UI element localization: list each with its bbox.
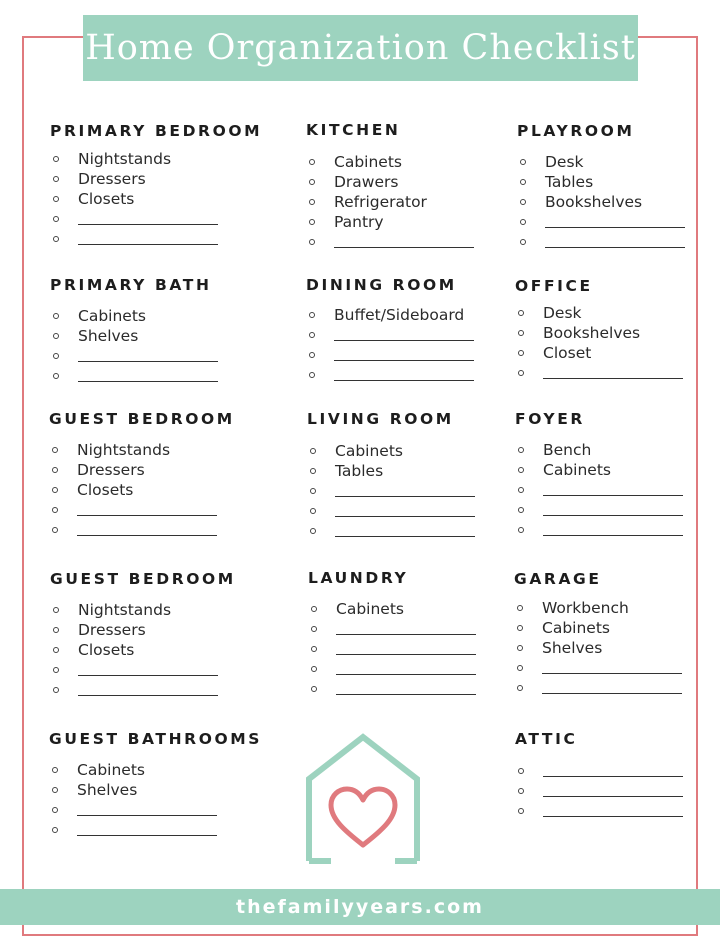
section-office bbox=[515, 275, 720, 383]
checklist-item bbox=[307, 461, 542, 481]
checklist-item-label: Cabinets bbox=[78, 307, 146, 325]
checklist-item-label: Shelves bbox=[542, 639, 603, 657]
circle-bullet-icon bbox=[52, 827, 58, 833]
blank-checklist-item bbox=[49, 800, 284, 820]
circle-bullet-icon bbox=[52, 767, 58, 773]
heart-icon bbox=[331, 789, 395, 845]
section-heading: LAUNDRY bbox=[308, 569, 409, 587]
circle-bullet-icon bbox=[518, 310, 524, 316]
checklist-item bbox=[515, 303, 720, 323]
checklist-item-label: Dressers bbox=[78, 621, 146, 639]
circle-bullet-icon bbox=[311, 686, 317, 692]
blank-line bbox=[543, 378, 683, 379]
blank-checklist-item bbox=[517, 232, 720, 252]
checklist-item-label: Workbench bbox=[542, 599, 629, 617]
blank-line bbox=[545, 247, 685, 248]
checklist-item-label: Shelves bbox=[78, 327, 139, 345]
circle-bullet-icon bbox=[520, 239, 526, 245]
circle-bullet-icon bbox=[53, 667, 59, 673]
blank-checklist-item bbox=[306, 365, 541, 385]
blank-checklist-item bbox=[514, 678, 720, 698]
checklist-item-label: Cabinets bbox=[335, 442, 403, 460]
circle-bullet-icon bbox=[52, 807, 58, 813]
circle-bullet-icon bbox=[53, 333, 59, 339]
circle-bullet-icon bbox=[518, 467, 524, 473]
checklist-item-label: Tables bbox=[335, 462, 384, 480]
blank-checklist-item bbox=[514, 658, 720, 678]
section-heading: PRIMARY BATH bbox=[50, 276, 212, 294]
checklist-item-label: Buffet/Sideboard bbox=[334, 306, 465, 324]
checklist-item-label: Desk bbox=[543, 304, 582, 322]
blank-line bbox=[77, 815, 217, 816]
checklist-item-label: Nightstands bbox=[77, 441, 171, 459]
circle-bullet-icon bbox=[520, 199, 526, 205]
checklist-item-label: Closets bbox=[77, 481, 134, 499]
circle-bullet-icon bbox=[518, 808, 524, 814]
circle-bullet-icon bbox=[518, 447, 524, 453]
circle-bullet-icon bbox=[53, 216, 59, 222]
checklist-item bbox=[306, 192, 541, 212]
blank-line bbox=[543, 776, 683, 777]
blank-checklist-item bbox=[306, 325, 541, 345]
checklist-item bbox=[306, 152, 541, 172]
circle-bullet-icon bbox=[53, 156, 59, 162]
checklist-item bbox=[517, 192, 720, 212]
section-heading: DINING ROOM bbox=[306, 276, 457, 294]
circle-bullet-icon bbox=[309, 219, 315, 225]
circle-bullet-icon bbox=[309, 312, 315, 318]
checklist-item bbox=[50, 640, 285, 660]
circle-bullet-icon bbox=[518, 330, 524, 336]
section-heading: FOYER bbox=[515, 410, 585, 428]
section-dining-room bbox=[306, 274, 541, 385]
checklist-item bbox=[50, 600, 285, 620]
page-title: Home Organization Checklist bbox=[85, 28, 636, 68]
section-guest-bedroom-1 bbox=[49, 408, 284, 540]
section-heading: GUEST BATHROOMS bbox=[49, 730, 263, 748]
blank-line bbox=[543, 515, 683, 516]
blank-line bbox=[77, 515, 217, 516]
circle-bullet-icon bbox=[518, 788, 524, 794]
checklist-item bbox=[50, 326, 285, 346]
checklist-item bbox=[514, 618, 720, 638]
checklist-item-label: Bench bbox=[543, 441, 592, 459]
checklist-item-label: Bookshelves bbox=[545, 193, 643, 211]
blank-line bbox=[335, 536, 475, 537]
circle-bullet-icon bbox=[518, 370, 524, 376]
blank-line bbox=[78, 695, 218, 696]
checklist-item bbox=[306, 212, 541, 232]
circle-bullet-icon bbox=[53, 687, 59, 693]
checklist-item-label: Refrigerator bbox=[334, 193, 427, 211]
circle-bullet-icon bbox=[52, 487, 58, 493]
blank-line bbox=[336, 674, 476, 675]
checklist-item-label: Shelves bbox=[77, 781, 138, 799]
checklist-item bbox=[308, 599, 543, 619]
section-foyer bbox=[515, 408, 720, 540]
blank-checklist-item bbox=[307, 481, 542, 501]
checklist-item bbox=[514, 598, 720, 618]
checklist-item-label: Cabinets bbox=[334, 153, 402, 171]
checklist-item bbox=[306, 305, 541, 325]
blank-line bbox=[78, 244, 218, 245]
checklist-item bbox=[49, 460, 284, 480]
checklist-item bbox=[517, 152, 720, 172]
checklist-item-label: Cabinets bbox=[543, 461, 611, 479]
checklist-item bbox=[515, 343, 720, 363]
blank-checklist-item bbox=[515, 781, 720, 801]
circle-bullet-icon bbox=[53, 176, 59, 182]
blank-checklist-item bbox=[50, 660, 285, 680]
blank-line bbox=[78, 675, 218, 676]
checklist-item-label: Tables bbox=[545, 173, 594, 191]
blank-line bbox=[336, 654, 476, 655]
checklist-item-label: Nightstands bbox=[78, 150, 172, 168]
blank-line bbox=[335, 496, 475, 497]
circle-bullet-icon bbox=[52, 527, 58, 533]
section-heading: PRIMARY BEDROOM bbox=[50, 122, 263, 140]
house-outline-icon bbox=[303, 733, 423, 865]
section-kitchen bbox=[306, 119, 541, 252]
blank-checklist-item bbox=[515, 500, 720, 520]
blank-checklist-item bbox=[308, 619, 543, 639]
blank-line bbox=[77, 535, 217, 536]
section-heading: OFFICE bbox=[515, 277, 593, 295]
checklist-item-label: Nightstands bbox=[78, 601, 172, 619]
blank-checklist-item bbox=[50, 346, 285, 366]
circle-bullet-icon bbox=[53, 196, 59, 202]
checklist-item-label: Cabinets bbox=[77, 761, 145, 779]
blank-checklist-item bbox=[50, 366, 285, 386]
checklist-item bbox=[49, 760, 284, 780]
section-laundry bbox=[308, 567, 543, 699]
section-heading: ATTIC bbox=[515, 730, 578, 748]
circle-bullet-icon bbox=[310, 448, 316, 454]
blank-line bbox=[334, 360, 474, 361]
blank-line bbox=[543, 816, 683, 817]
checklist-item bbox=[50, 306, 285, 326]
circle-bullet-icon bbox=[309, 332, 315, 338]
circle-bullet-icon bbox=[520, 159, 526, 165]
circle-bullet-icon bbox=[52, 507, 58, 513]
checklist-item bbox=[49, 440, 284, 460]
checklist-item bbox=[515, 460, 720, 480]
blank-checklist-item bbox=[50, 680, 285, 700]
blank-line bbox=[542, 693, 682, 694]
checklist-item-label: Cabinets bbox=[336, 600, 404, 618]
circle-bullet-icon bbox=[518, 527, 524, 533]
section-guest-bathrooms bbox=[49, 728, 284, 840]
checklist-item bbox=[50, 620, 285, 640]
checklist-item bbox=[49, 480, 284, 500]
circle-bullet-icon bbox=[310, 508, 316, 514]
blank-checklist-item bbox=[515, 761, 720, 781]
section-living-room bbox=[307, 408, 542, 541]
circle-bullet-icon bbox=[53, 236, 59, 242]
footer-url: thefamilyyears.com bbox=[236, 896, 484, 918]
checklist-item bbox=[515, 440, 720, 460]
footer-banner bbox=[0, 889, 720, 925]
blank-line bbox=[78, 361, 218, 362]
blank-checklist-item bbox=[49, 820, 284, 840]
blank-line bbox=[336, 694, 476, 695]
circle-bullet-icon bbox=[517, 645, 523, 651]
circle-bullet-icon bbox=[517, 605, 523, 611]
checklist-item-label: Bookshelves bbox=[543, 324, 641, 342]
circle-bullet-icon bbox=[311, 646, 317, 652]
blank-line bbox=[542, 673, 682, 674]
checklist-item bbox=[517, 172, 720, 192]
section-heading: LIVING ROOM bbox=[307, 410, 454, 428]
blank-checklist-item bbox=[307, 521, 542, 541]
checklist-item-label: Closets bbox=[78, 641, 135, 659]
blank-checklist-item bbox=[49, 520, 284, 540]
circle-bullet-icon bbox=[53, 647, 59, 653]
checklist-item bbox=[49, 780, 284, 800]
blank-line bbox=[334, 380, 474, 381]
circle-bullet-icon bbox=[53, 313, 59, 319]
checklist-item-label: Cabinets bbox=[542, 619, 610, 637]
circle-bullet-icon bbox=[311, 666, 317, 672]
blank-checklist-item bbox=[306, 232, 541, 252]
blank-checklist-item bbox=[515, 801, 720, 821]
circle-bullet-icon bbox=[52, 447, 58, 453]
checklist-item bbox=[514, 638, 720, 658]
checklist-item-label: Closets bbox=[78, 190, 135, 208]
section-heading: PLAYROOM bbox=[517, 122, 635, 140]
section-guest-bedroom-2 bbox=[50, 568, 285, 700]
section-garage bbox=[514, 568, 720, 698]
circle-bullet-icon bbox=[309, 239, 315, 245]
section-heading: GUEST BEDROOM bbox=[49, 410, 235, 428]
circle-bullet-icon bbox=[309, 372, 315, 378]
blank-checklist-item bbox=[308, 639, 543, 659]
circle-bullet-icon bbox=[518, 350, 524, 356]
section-heading: GARAGE bbox=[514, 570, 602, 588]
circle-bullet-icon bbox=[309, 199, 315, 205]
section-primary-bedroom bbox=[50, 120, 285, 249]
circle-bullet-icon bbox=[310, 468, 316, 474]
circle-bullet-icon bbox=[518, 768, 524, 774]
blank-checklist-item bbox=[307, 501, 542, 521]
checklist-item bbox=[50, 189, 285, 209]
checklist-item-label: Desk bbox=[545, 153, 584, 171]
circle-bullet-icon bbox=[311, 626, 317, 632]
blank-checklist-item bbox=[517, 212, 720, 232]
blank-line bbox=[78, 224, 218, 225]
checklist-item bbox=[50, 149, 285, 169]
checklist-item-label: Closet bbox=[543, 344, 592, 362]
blank-checklist-item bbox=[50, 229, 285, 249]
blank-line bbox=[543, 535, 683, 536]
blank-line bbox=[77, 835, 217, 836]
circle-bullet-icon bbox=[309, 179, 315, 185]
section-attic bbox=[515, 728, 720, 821]
section-primary-bath bbox=[50, 274, 285, 386]
blank-checklist-item bbox=[515, 480, 720, 500]
circle-bullet-icon bbox=[310, 528, 316, 534]
blank-checklist-item bbox=[49, 500, 284, 520]
circle-bullet-icon bbox=[520, 179, 526, 185]
blank-line bbox=[334, 340, 474, 341]
circle-bullet-icon bbox=[517, 625, 523, 631]
blank-line bbox=[335, 516, 475, 517]
checklist-item-label: Dressers bbox=[77, 461, 145, 479]
circle-bullet-icon bbox=[311, 606, 317, 612]
checklist-item-label: Dressers bbox=[78, 170, 146, 188]
circle-bullet-icon bbox=[53, 627, 59, 633]
circle-bullet-icon bbox=[53, 607, 59, 613]
blank-checklist-item bbox=[308, 659, 543, 679]
circle-bullet-icon bbox=[53, 353, 59, 359]
checklist-item bbox=[50, 169, 285, 189]
checklist-item bbox=[306, 172, 541, 192]
section-playroom bbox=[517, 120, 720, 252]
circle-bullet-icon bbox=[517, 685, 523, 691]
circle-bullet-icon bbox=[52, 787, 58, 793]
section-heading: GUEST BEDROOM bbox=[50, 570, 236, 588]
blank-checklist-item bbox=[308, 679, 543, 699]
blank-checklist-item bbox=[50, 209, 285, 229]
circle-bullet-icon bbox=[309, 352, 315, 358]
title-banner bbox=[83, 15, 638, 81]
checklist-item-label: Drawers bbox=[334, 173, 399, 191]
circle-bullet-icon bbox=[520, 219, 526, 225]
circle-bullet-icon bbox=[53, 373, 59, 379]
circle-bullet-icon bbox=[518, 507, 524, 513]
circle-bullet-icon bbox=[309, 159, 315, 165]
blank-line bbox=[543, 495, 683, 496]
blank-checklist-item bbox=[515, 363, 720, 383]
section-heading: KITCHEN bbox=[306, 121, 401, 139]
blank-line bbox=[78, 381, 218, 382]
blank-line bbox=[334, 247, 474, 248]
blank-line bbox=[336, 634, 476, 635]
checklist-item bbox=[307, 441, 542, 461]
checklist-item bbox=[515, 323, 720, 343]
blank-line bbox=[543, 796, 683, 797]
circle-bullet-icon bbox=[517, 665, 523, 671]
circle-bullet-icon bbox=[518, 487, 524, 493]
blank-checklist-item bbox=[515, 520, 720, 540]
checklist-item-label: Pantry bbox=[334, 213, 384, 231]
blank-checklist-item bbox=[306, 345, 541, 365]
blank-line bbox=[545, 227, 685, 228]
circle-bullet-icon bbox=[310, 488, 316, 494]
circle-bullet-icon bbox=[52, 467, 58, 473]
